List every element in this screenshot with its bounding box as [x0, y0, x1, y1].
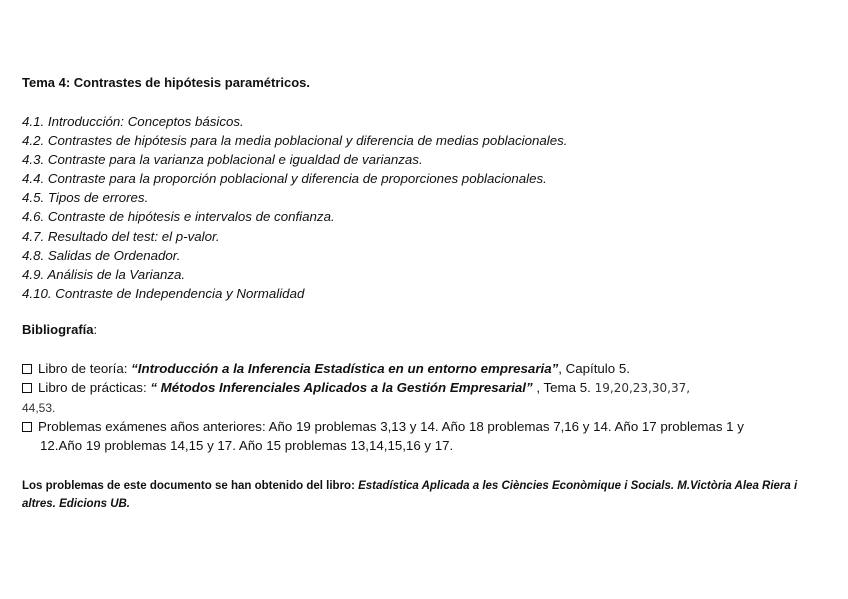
- section-title: Tema 4: Contrastes de hipótesis paramétricos.: [22, 75, 311, 90]
- bib-prefix: Libro de prácticas:: [38, 380, 151, 395]
- bib-book-title: “Introducción a la Inferencia Estadística en un entorno empresaria”: [131, 361, 559, 376]
- bibliography-heading-text: Bibliografía: [22, 322, 94, 337]
- toc-item: 4.9. Análisis de la Varianza.: [22, 266, 186, 282]
- source-note-text: Los problemas de este documento se han obtenido del libro:: [22, 480, 359, 492]
- bibliography-heading-colon: :: [93, 322, 98, 337]
- bib-pages-continued: 44,53.: [22, 401, 56, 415]
- toc-item: 4.10. Contraste de Independencia y Normalidad: [22, 285, 305, 301]
- checkbox-icon: [22, 364, 32, 374]
- source-note-reference: Estadística Aplicada a les Ciències Econòmique i Socials. M.Victòria Alea Riera i altres. Edicions UB.: [22, 480, 798, 510]
- toc-item: 4.7. Resultado del test: el p-valor.: [22, 228, 220, 244]
- toc-item: 4.3. Contraste para la varianza poblacional e igualdad de varianzas.: [22, 152, 423, 168]
- toc-item: 4.4. Contraste para la proporción poblacional y diferencia de proporciones poblacionales.: [22, 171, 547, 187]
- source-note: [22, 478, 834, 513]
- table-of-contents: [22, 112, 568, 303]
- bibliography-item-practice-book: [22, 378, 832, 398]
- toc-item: 4.8. Salidas de Ordenador.: [22, 247, 181, 263]
- bib-exams-line1: [22, 417, 832, 436]
- bib-book-title: “ Métodos Inferenciales Aplicados a la Gestión Empresarial”: [150, 380, 533, 395]
- toc-item: 4.2. Contrastes de hipótesis para la media poblacional y diferencia de medias poblacionales.: [22, 133, 568, 149]
- bib-pages: 19,20,23,30,37,: [590, 381, 691, 395]
- checkbox-icon: [22, 383, 32, 393]
- toc-item: 4.6. Contraste de hipótesis e intervalos de confianza.: [22, 209, 335, 225]
- bib-prefix: Libro de teoría:: [38, 361, 132, 376]
- bib-suffix: , Tema 5.: [532, 380, 591, 395]
- toc-item: 4.5. Tipos de errores.: [22, 190, 149, 206]
- bib-exams-text: Problemas exámenes años anteriores: Año 19 problemas 3,13 y 14. Año 18 problemas 7,16 y 14. Año 17 problemas 1 y: [38, 419, 744, 434]
- bib-suffix: , Capítulo 5.: [558, 361, 630, 376]
- bibliography-item-theory-book: [22, 359, 832, 378]
- bib-exams-line2: 12.Año 19 problemas 14,15 y 17. Año 15 problemas 13,14,15,16 y 17.: [40, 438, 454, 453]
- bibliography-item-exams: [22, 417, 832, 455]
- bibliography-heading: [22, 322, 97, 337]
- toc-item: 4.1. Introducción: Conceptos básicos.: [22, 114, 244, 129]
- checkbox-icon: [22, 422, 32, 432]
